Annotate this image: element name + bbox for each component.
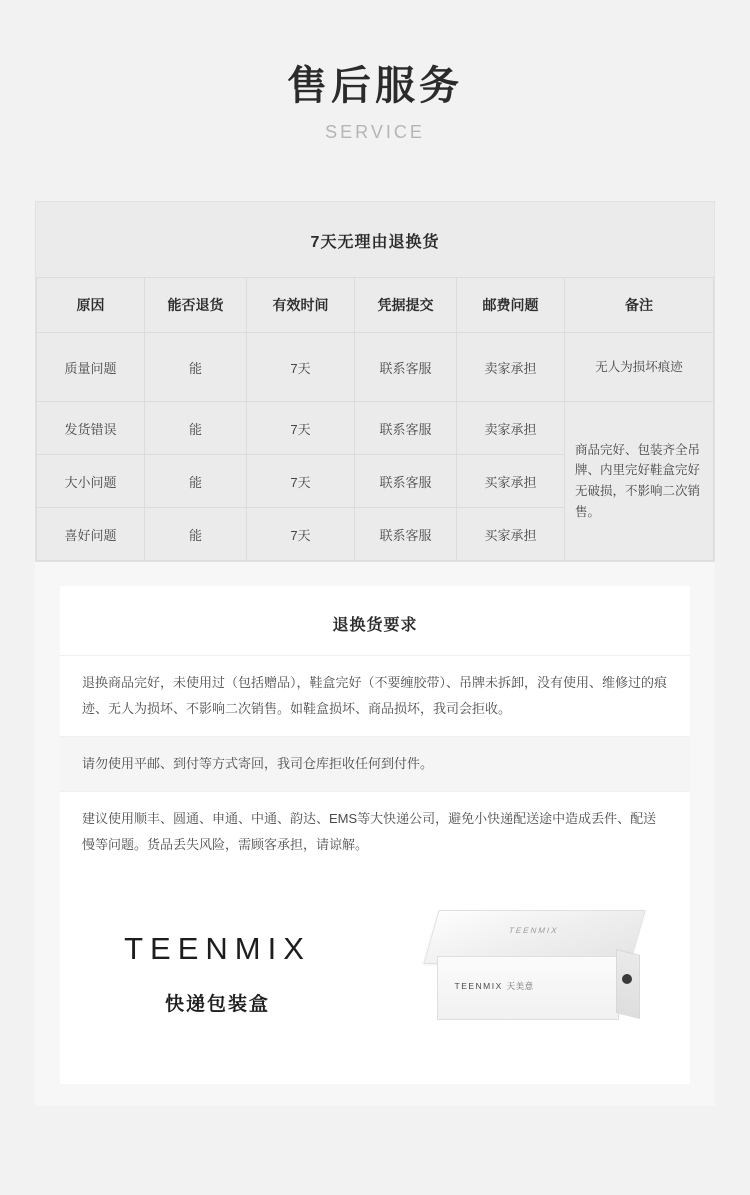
cell-proof: 联系客服	[355, 333, 457, 402]
cell-returnable: 能	[145, 455, 247, 508]
shoebox-lid-label: TEENMIX	[507, 926, 560, 935]
cell-note: 无人为损坏痕迹	[565, 333, 714, 402]
requirements-section	[35, 562, 715, 1106]
cell-proof: 联系客服	[355, 402, 457, 455]
table-row	[37, 402, 714, 455]
shoebox-body-label-en: TEENMIX	[454, 981, 503, 991]
cell-proof: 联系客服	[355, 455, 457, 508]
cell-valid-time: 7天	[247, 402, 355, 455]
cell-reason: 喜好问题	[37, 508, 145, 561]
page-title: 售后服务	[287, 64, 463, 108]
cell-reason: 大小问题	[37, 455, 145, 508]
brand-name: TEENMIX	[124, 930, 311, 966]
policy-table-caption: 7天无理由退换货	[310, 234, 440, 251]
brand-text-block	[60, 931, 375, 1016]
shoebox-body-label-cn: 天美意	[506, 981, 534, 991]
cell-valid-time: 7天	[247, 508, 355, 561]
requirement-item: 建议使用顺丰、圆通、申通、中通、韵达、EMS等大快递公司，避免小快递配送途中造成丢件、配送慢等问题。货品丢失风险，需顾客承担，请谅解。	[60, 791, 690, 872]
cell-returnable: 能	[145, 402, 247, 455]
cell-reason: 发货错误	[37, 402, 145, 455]
page-bottom-padding	[0, 1106, 750, 1161]
cell-valid-time: 7天	[247, 455, 355, 508]
page-header	[0, 0, 750, 143]
cell-note-merged: 商品完好、包装齐全吊牌、内里完好鞋盒完好无破损，不影响二次销售。	[565, 402, 714, 561]
cell-returnable: 能	[145, 508, 247, 561]
shoebox-illustration	[423, 908, 643, 1038]
column-header-proof: 凭据提交	[355, 278, 457, 333]
brand-caption: 快递包装盒	[164, 993, 270, 1015]
cell-shipping: 买家承担	[457, 455, 565, 508]
cell-shipping: 卖家承担	[457, 402, 565, 455]
cell-valid-time: 7天	[247, 333, 355, 402]
column-header-reason: 原因	[37, 278, 145, 333]
table-row	[37, 333, 714, 402]
column-header-valid-time: 有效时间	[247, 278, 355, 333]
requirements-card	[60, 586, 690, 1084]
cell-shipping: 买家承担	[457, 508, 565, 561]
requirements-title: 退换货要求	[332, 617, 418, 634]
cell-proof: 联系客服	[355, 508, 457, 561]
policy-table	[36, 277, 714, 561]
shoebox-handle-hole-icon	[622, 974, 632, 984]
cell-reason: 质量问题	[37, 333, 145, 402]
shoebox-body-label	[455, 980, 534, 992]
column-header-returnable: 能否退货	[145, 278, 247, 333]
package-image-block	[375, 908, 690, 1038]
cell-returnable: 能	[145, 333, 247, 402]
page-subtitle: SERVICE	[325, 122, 425, 142]
cell-shipping: 卖家承担	[457, 333, 565, 402]
column-header-shipping: 邮费问题	[457, 278, 565, 333]
requirement-item: 请勿使用平邮、到付等方式寄回，我司仓库拒收任何到付件。	[60, 736, 690, 791]
requirement-item: 退换商品完好，未使用过（包括赠品），鞋盒完好（不要缠胶带）、吊牌未拆卸，没有使用、维修过的痕迹、无人为损坏、不影响二次销售。如鞋盒损坏、商品损坏，我司会拒收。	[60, 655, 690, 736]
table-header-row	[37, 278, 714, 333]
policy-table-section	[35, 201, 715, 562]
requirements-bottom-padding	[60, 1084, 690, 1106]
shoebox-side	[616, 949, 640, 1019]
column-header-note: 备注	[565, 278, 714, 333]
brand-package-section	[60, 872, 690, 1084]
